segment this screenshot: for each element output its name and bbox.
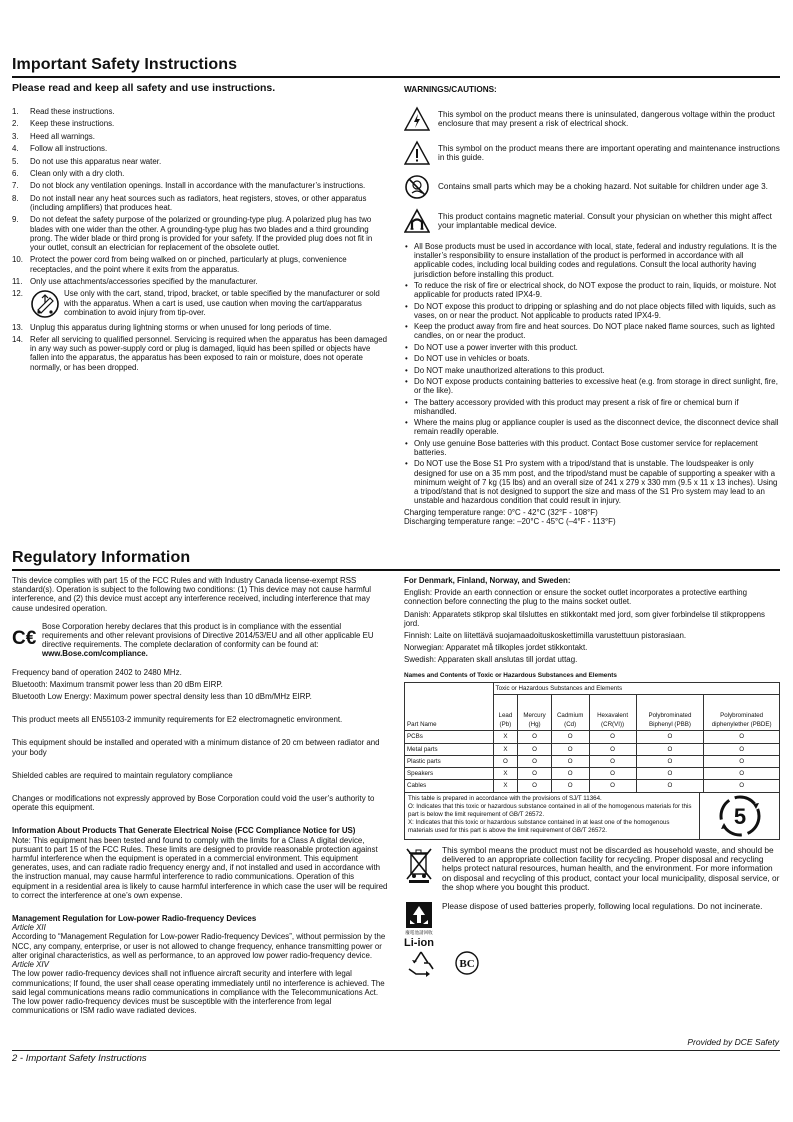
safety-title-rule <box>12 76 780 78</box>
table-cell: O <box>518 731 552 743</box>
warning-bullet: • Do NOT make unauthorized alterations to this product. <box>404 366 780 375</box>
instruction-item <box>12 119 388 128</box>
instruction-number: 1. <box>12 107 19 116</box>
epup-recycle-icon <box>717 793 763 839</box>
ce-mark-icon: C€ <box>12 627 37 649</box>
instruction-text: Do not block any ventilation openings. Install in accordance with the manufacturer’s instructions. <box>30 181 366 191</box>
symbol-row-choking <box>404 174 780 200</box>
instruction-number: 3. <box>12 131 19 141</box>
instruction-item <box>12 107 388 116</box>
table-part-name: Speakers <box>405 767 493 779</box>
table-cell: O <box>704 780 779 792</box>
table-cell: O <box>636 743 704 755</box>
instruction-number: 11. <box>12 276 23 286</box>
instruction-item <box>12 277 388 286</box>
table-cell: O <box>704 731 779 743</box>
noise-title: Information About Products That Generate Electrical Noise (FCC Compliance Notice for US) <box>12 826 356 836</box>
article14-title: Article XIV <box>12 960 49 970</box>
instruction-number: 2. <box>12 119 19 129</box>
weee-block <box>404 846 780 893</box>
instruction-text: Heed all warnings. <box>30 131 95 141</box>
epup-number: 5 <box>733 803 746 829</box>
nordic-item <box>404 631 780 640</box>
table-cell: O <box>704 767 779 779</box>
table-cell: O <box>589 743 636 755</box>
table-part-name: PCBs <box>405 731 493 743</box>
nordic-text: Apparaten skall anslutas till jordat uttag. <box>437 655 578 665</box>
nordic-item <box>404 655 780 664</box>
nordic-lang: Danish: <box>404 609 431 619</box>
instruction-number: 13. <box>12 322 23 332</box>
cart-warning-wrap <box>30 289 388 319</box>
battery-block <box>404 902 780 935</box>
recycle-marks <box>404 949 780 977</box>
table-cell: O <box>589 731 636 743</box>
symbol-text-voltage: This symbol on the product means there is uninsulated, dangerous voltage within the product enclosure that may present a risk of electrical shock. <box>438 109 775 128</box>
instruction-number: 14. <box>12 334 23 344</box>
ce-statement: Bose Corporation hereby declares that this product is in compliance with the essential requirements and other relevant provisions of Directive 2014/53/EU and all other applicable EU directive requirements. The complete declaration of conformity can be found at: <box>42 621 374 650</box>
article12-text: According to “Management Regulation for Low-power Radio-frequency Devices”, without permission by the NCC, any company, enterprise, or user is not allowed to change frequency, enhance transmitting power or alter original characteristics, as well as performance, to an approved low power radio-frequency device. <box>12 932 386 960</box>
warning-bullet: • The battery accessory provided with this product may present a risk of fire or chemical burn if mishandled. <box>404 398 780 416</box>
instructions-list-wrap <box>12 107 388 375</box>
table-header-cell: Mercury (Hg) <box>518 695 552 731</box>
table-cell: O <box>704 755 779 767</box>
instruction-number: 12. <box>12 289 23 299</box>
bt-power: Bluetooth: Maximum transmit power less than 20 dBm EIRP. <box>12 679 223 689</box>
instruction-text: Follow all instructions. <box>30 144 108 154</box>
changes-statement: Changes or modifications not expressly approved by Bose Corporation could void the user’s authority to operate this equipment. <box>12 794 375 813</box>
warning-bullet: • Do NOT use in vehicles or boats. <box>404 354 780 363</box>
fcc-statement: This device complies with part 15 of the FCC Rules and with Industry Canada license-exempt RSS standard(s). Operation is subject to the following two conditions: (1) This device may not cause harmful interference, and (2) this device must accept any interference received, including interference that may cause undesired operation. <box>12 576 372 613</box>
symbol-text-choking: Contains small parts which may be a choking hazard. Not suitable for children under age 3. <box>438 182 768 192</box>
substances-notes-row <box>405 792 779 839</box>
nordic-text: Provide an earth connection or ensure the socket outlet incorporates a protective earthing connection before connecting the plug to the mains socket outlet. <box>404 588 748 607</box>
table-cell: O <box>551 755 589 767</box>
symbol-row-instructions <box>404 140 780 166</box>
instruction-number: 9. <box>12 215 19 225</box>
table-cell: O <box>551 780 589 792</box>
battery-recycle-icon <box>406 902 432 928</box>
warning-bullet: • Where the mains plug or appliance coupler is used as the disconnect device, the disconnect device shall remain readily operable. <box>404 418 780 436</box>
table-cell: X <box>493 731 518 743</box>
instruction-text: Do not use this apparatus near water. <box>30 156 162 166</box>
recycle-arrows-icon <box>404 949 438 977</box>
table-cell: O <box>551 743 589 755</box>
bc-mark: BC <box>459 958 475 971</box>
table-part-name: Plastic parts <box>405 755 493 767</box>
symbol-text-instructions: This symbol on the product means there are important operating and maintenance instructions in this guide. <box>438 143 780 162</box>
table-header-cell: Cadmium (Cd) <box>551 695 589 731</box>
table-cell: O <box>589 755 636 767</box>
table-note: X: Indicates that this toxic or hazardous substance contained in at least one of the homogenous materials used for this part is above the limit requirement of GB/T 26572. <box>408 819 670 835</box>
warning-bullet: • Only use genuine Bose batteries with this product. Contact Bose customer service for replacement batteries. <box>404 439 780 457</box>
battery-recycle-label: 廢電池請回收 <box>405 929 433 935</box>
footer-credit: Provided by DCE Safety <box>687 1037 779 1047</box>
nordic-lang: English: <box>404 588 433 598</box>
table-cell: O <box>636 731 704 743</box>
discharging-temp: Discharging temperature range: –20°C - 45°C (–4°F - 113°F) <box>404 516 616 526</box>
instruction-text: Read these instructions. <box>30 107 115 116</box>
nordic-text: Apparatet må tilkoples jordet stikkontakt. <box>445 643 588 653</box>
instruction-item <box>12 215 388 252</box>
table-note: O: Indicates that this toxic or hazardous substance contained in all of the homogenous materials for this part is below the limit requirement of GB/T 26572. <box>408 802 692 819</box>
substances-table-title: Names and Contents of Toxic or Hazardous Substances and Elements <box>404 671 617 679</box>
article12-title: Article XII <box>12 923 46 933</box>
table-cell: O <box>493 755 518 767</box>
symbol-row-magnet <box>404 208 780 234</box>
instruction-text: Do not defeat the safety purpose of the polarized or grounding-type plug. A polarized plug has two blades with one wider than the other. A grounding-type plug has two blades and a third grounding prong. The wider blade or third prong is provided for your safety. If the provided plug does not fit in your outlet, consult an electrician for replacement of the obsolete outlet. <box>30 215 373 252</box>
table-row <box>405 743 779 755</box>
lightning-triangle-icon <box>404 106 430 132</box>
warning-bullet: • Do NOT use a power inverter with this product. <box>404 343 780 352</box>
regulatory-title-rule <box>12 569 780 571</box>
instruction-number: 4. <box>12 144 19 154</box>
nordic-item <box>404 588 780 606</box>
nordic-lang: Norwegian: <box>404 643 444 653</box>
table-row <box>405 780 779 792</box>
warning-bullet: • Keep the product away from fire and heat sources. Do NOT place naked flame sources, such as lighted candles, on or near the product. <box>404 322 780 340</box>
regulatory-right-column <box>404 576 780 977</box>
shielded-cables-statement: Shielded cables are required to maintain regulatory compliance <box>12 770 233 780</box>
table-note: This table is prepared in accordance with the provisions of SJ/T 11364. <box>408 794 602 802</box>
instruction-text: Refer all servicing to qualified personnel. Servicing is required when the apparatus has been damaged in any way such as power-supply cord or plug is damaged, liquid has been spilled or objects have fallen into the apparatus, the apparatus has been exposed to rain or moisture, does not operate normally, or has been dropped. <box>30 334 388 372</box>
instruction-item <box>12 335 388 372</box>
ce-url: www.Bose.com/compliance <box>42 649 146 659</box>
table-cell: O <box>518 755 552 767</box>
distance-statement: This equipment should be installed and operated with a minimum distance of 20 cm between radiator and your body <box>12 738 380 757</box>
table-part-name: Cables <box>405 780 493 792</box>
charging-temp: Charging temperature range: 0°C - 42°C (32°F - 108°F) <box>404 507 598 517</box>
ble-power: Bluetooth Low Energy: Maximum power spectral density less than 10 dBm/MHz EIRP. <box>12 692 312 702</box>
th-group: Toxic or Hazardous Substances and Elements <box>493 683 779 695</box>
instruction-text: Keep these instructions. <box>30 119 115 129</box>
instruction-item <box>12 132 388 141</box>
instruction-number: 8. <box>12 193 19 203</box>
warnings-bullets <box>404 242 780 505</box>
warnings-column <box>404 106 780 526</box>
table-cell: O <box>704 743 779 755</box>
nordic-item <box>404 610 780 628</box>
freq-band: Frequency band of operation 2402 to 2480 MHz. <box>12 667 182 677</box>
warnings-title: WARNINGS/CAUTIONS: <box>404 85 497 94</box>
table-cell: O <box>589 767 636 779</box>
article14-text1: The low power radio-frequency devices shall not influence aircraft security and interfere with legal communications; If found, the user shall cease operating immediately until no interference is achieved. The said legal communications means radio communications in compliance with the Telecommunications Act. <box>12 969 385 997</box>
table-part-name: Metal parts <box>405 743 493 755</box>
warning-bullet: • Do NOT use the Bose S1 Pro system with a tripod/stand that is unstable. The loudspeaker is only designed for use on a 35 mm post, and the tripod/stand must be capable of supporting a speaker with a minimum weight of 7 kg (15 lbs) and an overall size of 241 x 279 x 330 mm (9.5 x 11 x 13 inches). Using a tripod/stand that is not designed to support the size and mass of the S1 Pro system may lead to an unstable and hazardous condition that could result in injury. <box>404 459 780 505</box>
table-cell: O <box>518 780 552 792</box>
nordic-title: For Denmark, Finland, Norway, and Sweden: <box>404 576 571 585</box>
table-cell: O <box>551 767 589 779</box>
instruction-item <box>12 144 388 153</box>
article14-text2: The low power radio-frequency devices must be susceptible with the interference from legal communications or ISM radio wave radiated devices. <box>12 996 332 1016</box>
en55103-statement: This product meets all EN55103-2 immunity requirements for E2 electromagnetic environment. <box>12 715 343 725</box>
exclamation-triangle-icon <box>404 140 430 166</box>
instruction-item <box>12 194 388 212</box>
nordic-lang: Finnish: <box>404 631 432 641</box>
substances-table-box <box>404 682 780 840</box>
table-header-cell: Polybrominated diphenylether (PBDE) <box>704 695 779 731</box>
instruction-item <box>12 169 388 178</box>
symbol-row-voltage <box>404 106 780 132</box>
cart-tipover-icon <box>30 289 60 319</box>
instruction-text: Use only with the cart, stand, tripod, bracket, or table specified by the manufacturer or sold with the apparatus. When a cart is used, use caution when moving the cart/apparatus combination to avoid injury from tip-over. <box>64 289 380 317</box>
warning-bullet: • Do NOT expose this product to dripping or splashing and do not place objects filled with liquids, such as vases, on or near the product. Not applicable to products rated IPX4-9. <box>404 302 780 320</box>
battery-text: Please dispose of used batteries properly, following local regulations. Do not incinerate. <box>442 900 763 911</box>
table-header-cell: Polybrominated Biphenyl (PBB) <box>636 695 704 731</box>
nordic-list <box>404 588 780 664</box>
instruction-item <box>12 157 388 166</box>
table-cell: O <box>636 755 704 767</box>
table-row <box>405 731 779 743</box>
table-cell: X <box>493 767 518 779</box>
warning-bullet: • Do NOT expose products containing batteries to excessive heat (e.g. from storage in direct sunlight, fire, or the like). <box>404 377 780 395</box>
regulatory-left-column <box>12 576 388 1015</box>
table-cell: O <box>518 743 552 755</box>
instruction-item <box>12 289 388 319</box>
table-cell: X <box>493 780 518 792</box>
bc-mark-icon <box>452 950 482 976</box>
footer-page: 2 - Important Safety Instructions <box>12 1053 147 1064</box>
lowpower-title: Management Regulation for Low-power Radio-frequency Devices <box>12 914 257 924</box>
table-cell: X <box>493 743 518 755</box>
instruction-text: Clean only with a dry cloth. <box>30 168 125 178</box>
table-header-cell: Hexavalent (CR(VI)) <box>589 695 636 731</box>
th-part-name: Part Name <box>405 683 493 731</box>
nordic-lang: Swedish: <box>404 655 437 665</box>
instruction-number: 5. <box>12 156 19 166</box>
regulatory-title: Regulatory Information <box>12 549 191 566</box>
instruction-text: Unplug this apparatus during lightning storms or when unused for long periods of time. <box>30 322 332 332</box>
warning-bullet: • All Bose products must be used in accordance with local, state, federal and industry regulations. It is the installer’s responsibility to ensure installation of the product is performed in accordance with all applicable codes, including local building codes and regulations. Consult the local authority having jurisdiction before installing this product. <box>404 242 780 279</box>
instruction-number: 10. <box>12 255 23 265</box>
instruction-number: 6. <box>12 168 19 178</box>
instruction-item <box>12 323 388 332</box>
instructions-list <box>12 107 388 372</box>
warning-bullet: • To reduce the risk of fire or electrical shock, do NOT expose the product to rain, liquids, or moisture. Not applicable for products rated IPX4-9. <box>404 281 780 299</box>
table-cell: O <box>636 767 704 779</box>
instruction-item <box>12 181 388 190</box>
instruction-text: Protect the power cord from being walked on or pinched, particularly at plugs, convenience receptacles, and the point where it exits from the apparatus. <box>30 255 347 274</box>
nordic-text: Laite on liitettävä suojamaadoituskoskettimilla varustettuun pistorasiaan. <box>433 631 687 641</box>
instruction-text: Do not install near any heat sources such as radiators, heat registers, stoves, or other apparatus (including amplifiers) that produces heat. <box>30 193 367 212</box>
safety-subtitle: Please read and keep all safety and use instructions. <box>12 82 276 94</box>
table-cell: O <box>636 780 704 792</box>
noise-text: Note: This equipment has been tested and found to comply with the limits for a Class A digital device, pursuant to part 15 of the FCC Rules. These limits are designed to provide reasonable protection against harmful interference when the equipment is operated in a commercial environment. This equipment generates, uses, and can radiate radio frequency energy and, if not installed and used in accordance with the instruction manual, may cause harmful interference to radio communications. Operation of this equipment in a residential area is likely to cause harmful interference in which case the user will be required to correct the interference at one’s own expense. <box>12 835 388 900</box>
weee-text: This symbol means the product must not be discarded as household waste, and should be delivered to an appropriate collection facility for recycling. Proper disposal and recycling helps protect natural resources, human health, and the environment. For more information on disposal and recycling of this product, contact your local municipality, disposal service, or the shop where you bought this product. <box>442 844 780 893</box>
table-cell: O <box>518 767 552 779</box>
instruction-number: 7. <box>12 181 19 191</box>
crossed-bin-icon <box>404 846 434 884</box>
footer-rule <box>12 1050 780 1051</box>
ce-block: C€ Bose Corporation hereby declares that this product is in compliance with the essential requirements and other relevant provisions of Directive 2014/53/EU and all other applicable EU directive requirements. The complete declaration of conformity can be found at: www.Bose.com/compliance. <box>12 621 374 659</box>
instruction-item <box>12 255 388 273</box>
nordic-text: Apparatets stikprop skal tilsluttes en stikkontakt med jord, som giver forbindelse til stikproppens jord. <box>404 609 765 628</box>
table-header-cell: Lead (Pb) <box>493 695 518 731</box>
choking-hazard-icon <box>404 174 430 200</box>
magnet-warning-icon <box>404 208 430 234</box>
substances-table <box>405 683 779 792</box>
table-row <box>405 755 779 767</box>
instruction-text: Only use attachments/accessories specified by the manufacturer. <box>30 276 258 286</box>
table-row <box>405 767 779 779</box>
liion-label: Li-ion <box>404 936 434 949</box>
nordic-item <box>404 643 780 652</box>
symbol-text-magnet: This product contains magnetic material. Consult your physician on whether this might affect your implantable medical device. <box>438 211 772 230</box>
safety-title: Important Safety Instructions <box>12 56 238 73</box>
battery-recycle-box <box>404 902 434 935</box>
table-cell: O <box>551 731 589 743</box>
epup-box <box>699 793 779 839</box>
table-cell: O <box>589 780 636 792</box>
substances-notes <box>405 793 699 839</box>
